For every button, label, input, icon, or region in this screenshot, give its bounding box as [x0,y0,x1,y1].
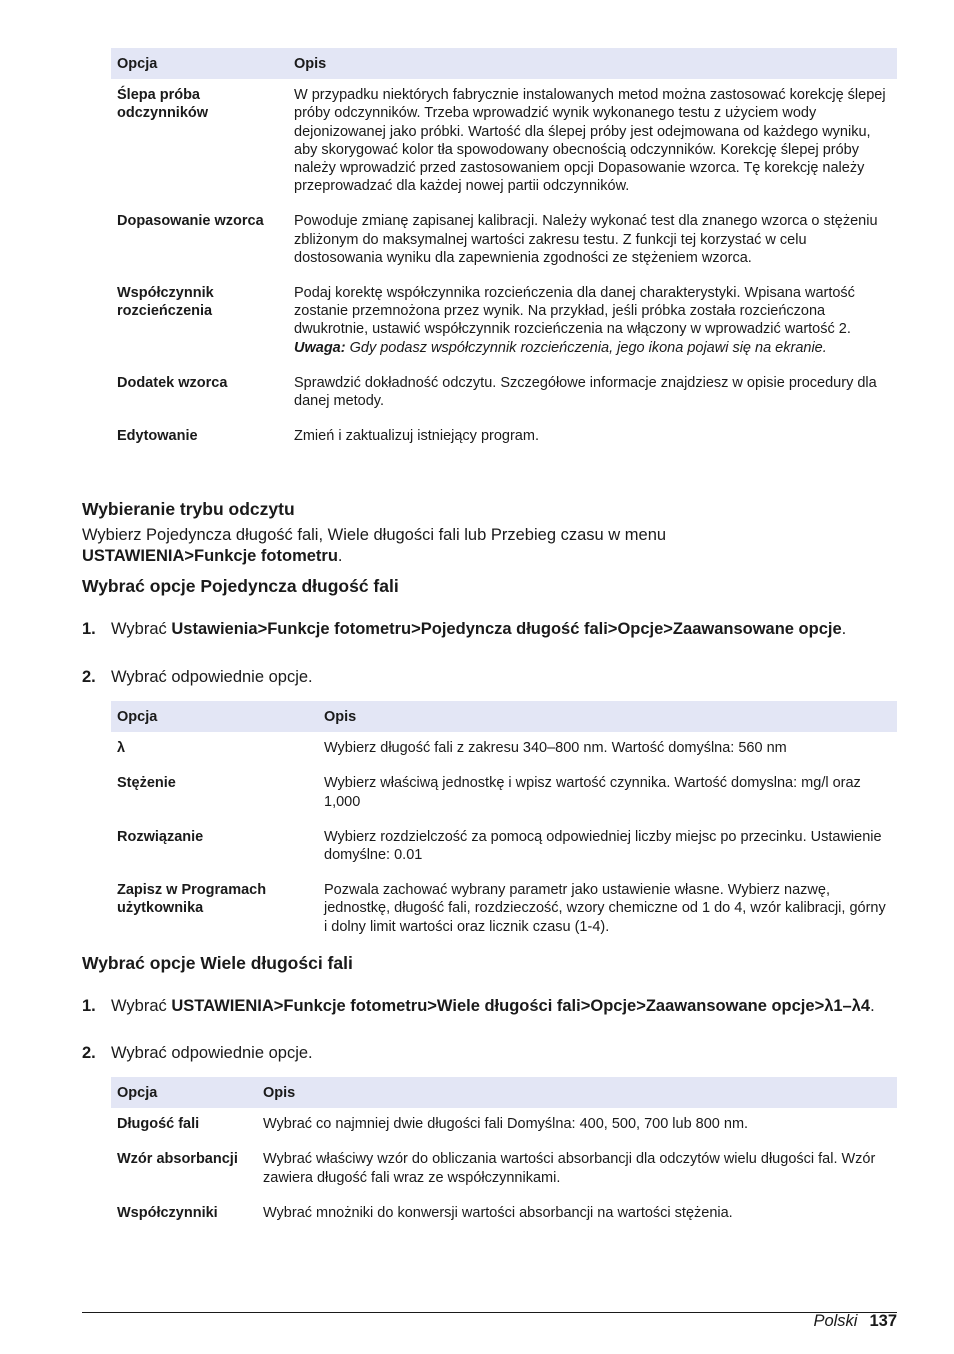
step-end: . [870,997,875,1015]
menu-path: USTAWIENIA>Funkcje fotometru>Wiele długości fali>Opcje>Zaawansowane opcje>λ1–λ4 [171,997,871,1015]
step-text: Wybrać odpowiednie opcje. [111,668,313,686]
option-description: Wybrać co najmniej dwie długości fali Domyślna: 400, 500, 700 lub 800 nm. [263,1116,749,1133]
note-label: Uwaga: [294,339,346,356]
step-item [82,996,897,1017]
option-name: Długość fali [117,1116,200,1133]
table-row [111,278,897,368]
table-row [111,1198,897,1233]
page-number: 137 [869,1312,897,1330]
table-row [111,206,897,278]
footer-divider [82,1312,897,1313]
option-description-cell [288,278,897,368]
table-row [111,875,897,947]
option-name: Edytowanie [117,428,198,445]
page-footer [813,1312,897,1331]
section-title-reading-mode: Wybieranie trybu odczytu [82,499,295,519]
column-header-description: Opis [257,1077,897,1108]
step-text: Wybrać odpowiednie opcje. [111,1044,313,1062]
option-name: Zapisz w Programach użytkownika [117,882,267,917]
column-header-description: Opis [318,701,897,732]
option-description: Pozwala zachować wybrany parametr jako ustawienie własne. Wybierz nazwę, jednostkę, długość fali, rozdzieczość, wzory chemiczne od 1 do 4, wzór kalibracji, górny i dolny limit wartości oraz licznik czasu (1-4). [324,882,886,935]
option-description: Powoduje zmianę zapisanej kalibracji. Należy wykonać test dla znanego wzorca o stężeniu zbliżonym do maksymalnej wartości zakresu testu. Z funkcji tej korzystać w celu dostosowania wyniku dla zapewnienia zgodności ze stężeniem wzorca. [294,213,878,266]
option-name: Rozwiązanie [117,828,204,845]
menu-path: Ustawienia>Funkcje fotometru>Pojedyncza długość fali>Opcje>Zaawansowane opcje [171,620,842,638]
section-paragraph [82,525,902,566]
step-item [82,619,897,640]
table-row [111,768,897,821]
option-name: λ [117,740,126,757]
option-description: Wybierz rozdzielczość za pomocą odpowiedniej liczby miejsc po przecinku. Ustawienie domyślne: 0.01 [324,828,882,864]
section-title-single-wavelength: Wybrać opcje Pojedyncza długość fali [82,576,399,596]
options-table-general [111,48,897,456]
paragraph-text: Wybierz Pojedyncza długość fali, Wiele długości fali lub Przebieg czasu w menu [82,526,667,544]
column-header-description: Opis [288,48,897,79]
option-description: Wybrać mnożniki do konwersji wartości absorbancji na wartości stężenia. [263,1204,733,1221]
option-description: Wybierz długość fali z zakresu 340–800 nm. Wartość domyślna: 560 nm [324,740,787,757]
step-number: 1. [82,620,96,638]
option-description: Sprawdzić dokładność odczytu. Szczegółowe informacje znajdziesz w opisie procedury dla danej metody. [294,374,877,410]
option-description: Zmień i zaktualizuj istniejący program. [294,428,539,445]
option-description: Podaj korektę współczynnika rozcieńczenia dla danej charakterystyki. Wpisana wartość zostanie przemnożona przez wynik. Na przykład, jeśli próbka została rozcieńczona dwukrotnie, ustawić współczynnik rozcieńczenia na włączony w wprowadzić wartość 2. [294,285,855,338]
note-text: Gdy podasz współczynnik rozcieńczenia, jego ikona pojawi się na ekranie. [349,339,827,356]
table-row [111,368,897,421]
option-name: Dopasowanie wzorca [117,213,264,230]
column-header-option: Opcja [111,701,318,732]
step-text: Wybrać [111,997,172,1015]
paragraph-end: . [337,546,343,565]
step-number: 2. [82,1044,96,1062]
section-title-multi-wavelength: Wybrać opcje Wiele długości fali [82,953,353,973]
option-name: Współczynnik rozcieńczenia [117,285,214,320]
footer-language: Polski [813,1312,858,1330]
step-item [82,1043,897,1064]
step-end: . [841,620,847,638]
step-text: Wybrać [111,620,172,638]
table-row [111,79,897,206]
option-name: Wzór absorbancji [117,1151,238,1168]
menu-path: USTAWIENIA>Funkcje fotometru [82,546,338,565]
option-description: Wybierz właściwą jednostkę i wpisz wartość czynnika. Wartość domyslna: mg/l oraz 1,000 [324,775,861,810]
table-row [111,732,897,768]
option-description: Wybrać właściwy wzór do obliczania wartości absorbancji dla odczytów wielu długości fal. Wzór zawiera długość fali wraz ze współczynnikami. [263,1151,876,1186]
option-name: Ślepa próba odczynników [117,87,209,122]
step-item [82,667,897,688]
column-header-option: Opcja [111,1077,257,1108]
table-header-row [111,1077,897,1108]
table-header-row [111,701,897,732]
column-header-option: Opcja [111,48,288,79]
option-name: Stężenie [117,775,176,792]
options-table-single-wavelength [111,701,897,947]
table-row [111,1108,897,1144]
table-row [111,822,897,875]
step-number: 2. [82,668,96,686]
option-name: Współczynniki [117,1204,218,1221]
option-name: Dodatek wzorca [117,374,228,391]
table-row [111,1144,897,1197]
options-table-multi-wavelength [111,1077,897,1233]
option-description: W przypadku niektórych fabrycznie instalowanych metod można zastosować korekcję ślepej próby odczynników. Trzeba wprowadzić wynik wykonanego testu z użyciem wody dejonizowanej jako próbki. Wartość dla ślepej próby jest odejmowana od każdego wyniku, aby skorygować kolor tła spowodowany obecnością odczynników. Korekcję ślepej próby należy wprowadzić przed zastosowaniem opcji Dopasowanie wzorca. Tę korekcję należy przeprowadzać dla każdej nowej partii odczynników. [294,87,886,195]
table-header-row [111,48,897,79]
table-row [111,421,897,456]
step-number: 1. [82,997,96,1015]
